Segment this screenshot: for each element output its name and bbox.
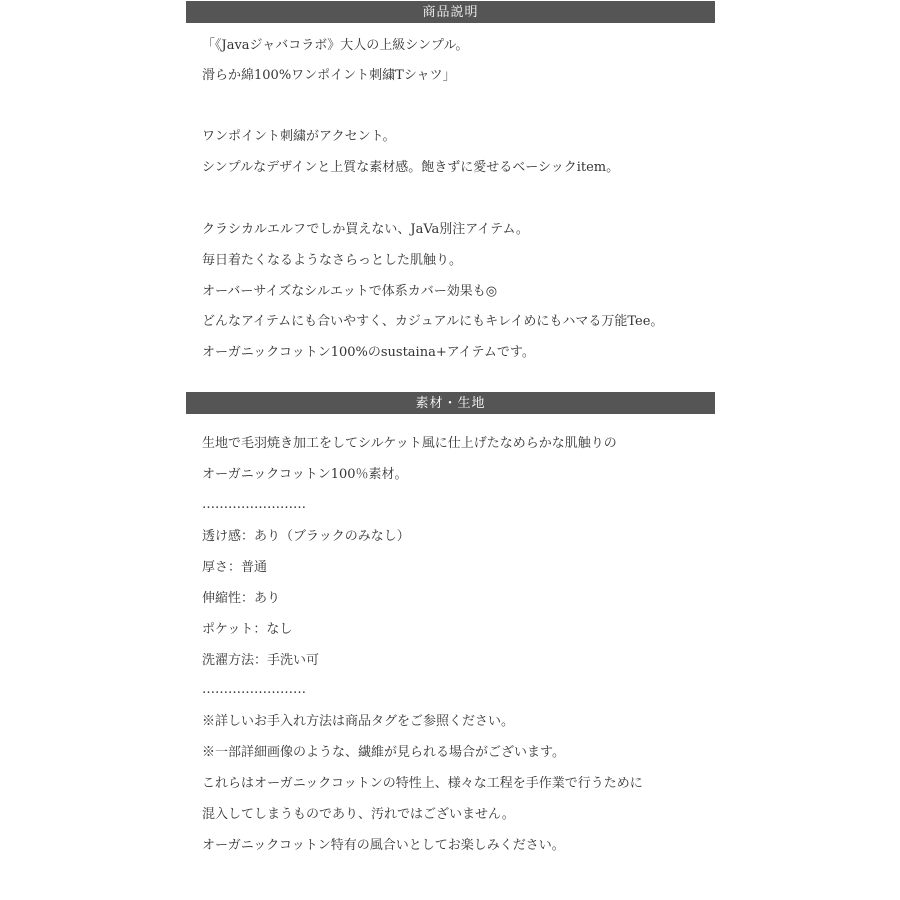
material-spec-thickness: 厚さ：普通 <box>202 560 268 575</box>
material-line: 生地で毛羽焼き加工をしてシルケット風に仕上げたなめらかな肌触りの <box>202 436 617 451</box>
description-line: 「《Javaジャバコラボ》大人の上級シンプル。 <box>202 38 469 53</box>
description-line: ワンポイント刺繍がアクセント。 <box>202 129 396 144</box>
description-line: 毎日着たくなるようなさらっとした肌触り。 <box>202 253 463 268</box>
material-spec-stretch: 伸縮性：あり <box>202 591 281 606</box>
care-note: オーガニックコットン特有の風合いとしてお楽しみください。 <box>202 838 565 853</box>
description-line: オーバーサイズなシルエットで体系カバー効果も◎ <box>202 284 498 299</box>
section-header-material: 素材・生地 <box>186 392 715 414</box>
dotted-separator: …………………… <box>202 497 306 512</box>
material-spec-washing: 洗濯方法：手洗い可 <box>202 653 320 668</box>
product-description-panel <box>186 0 715 900</box>
material-line: オーガニックコットン100％素材。 <box>202 467 408 482</box>
description-line: オーガニックコットン100%のsustaina+アイテムです。 <box>202 345 535 360</box>
care-note: ※一部詳細画像のような、繊維が見られる場合がございます。 <box>202 745 565 760</box>
care-note: 混入してしまうものであり、汚れではございません。 <box>202 807 515 822</box>
description-line: シンプルなデザインと上質な素材感。飽きずに愛せるベーシックitem。 <box>202 160 620 175</box>
material-spec-transparency: 透け感：あり（ブラックのみなし） <box>202 529 410 544</box>
section-header-description: 商品説明 <box>186 1 715 23</box>
description-line: 滑らか綿100%ワンポイント刺繍Tシャツ」 <box>202 68 456 83</box>
dotted-separator: …………………… <box>202 682 306 697</box>
care-note: これらはオーガニックコットンの特性上、様々な工程を手作業で行うために <box>202 776 643 791</box>
material-spec-pocket: ポケット：なし <box>202 622 293 637</box>
description-line: クラシカルエルフでしか買えない、JaVa別注アイテム。 <box>202 222 529 237</box>
description-line: どんなアイテムにも合いやすく、カジュアルにもキレイめにもハマる万能Tee。 <box>202 314 664 329</box>
care-note: ※詳しいお手入れ方法は商品タグをご参照ください。 <box>202 714 515 729</box>
